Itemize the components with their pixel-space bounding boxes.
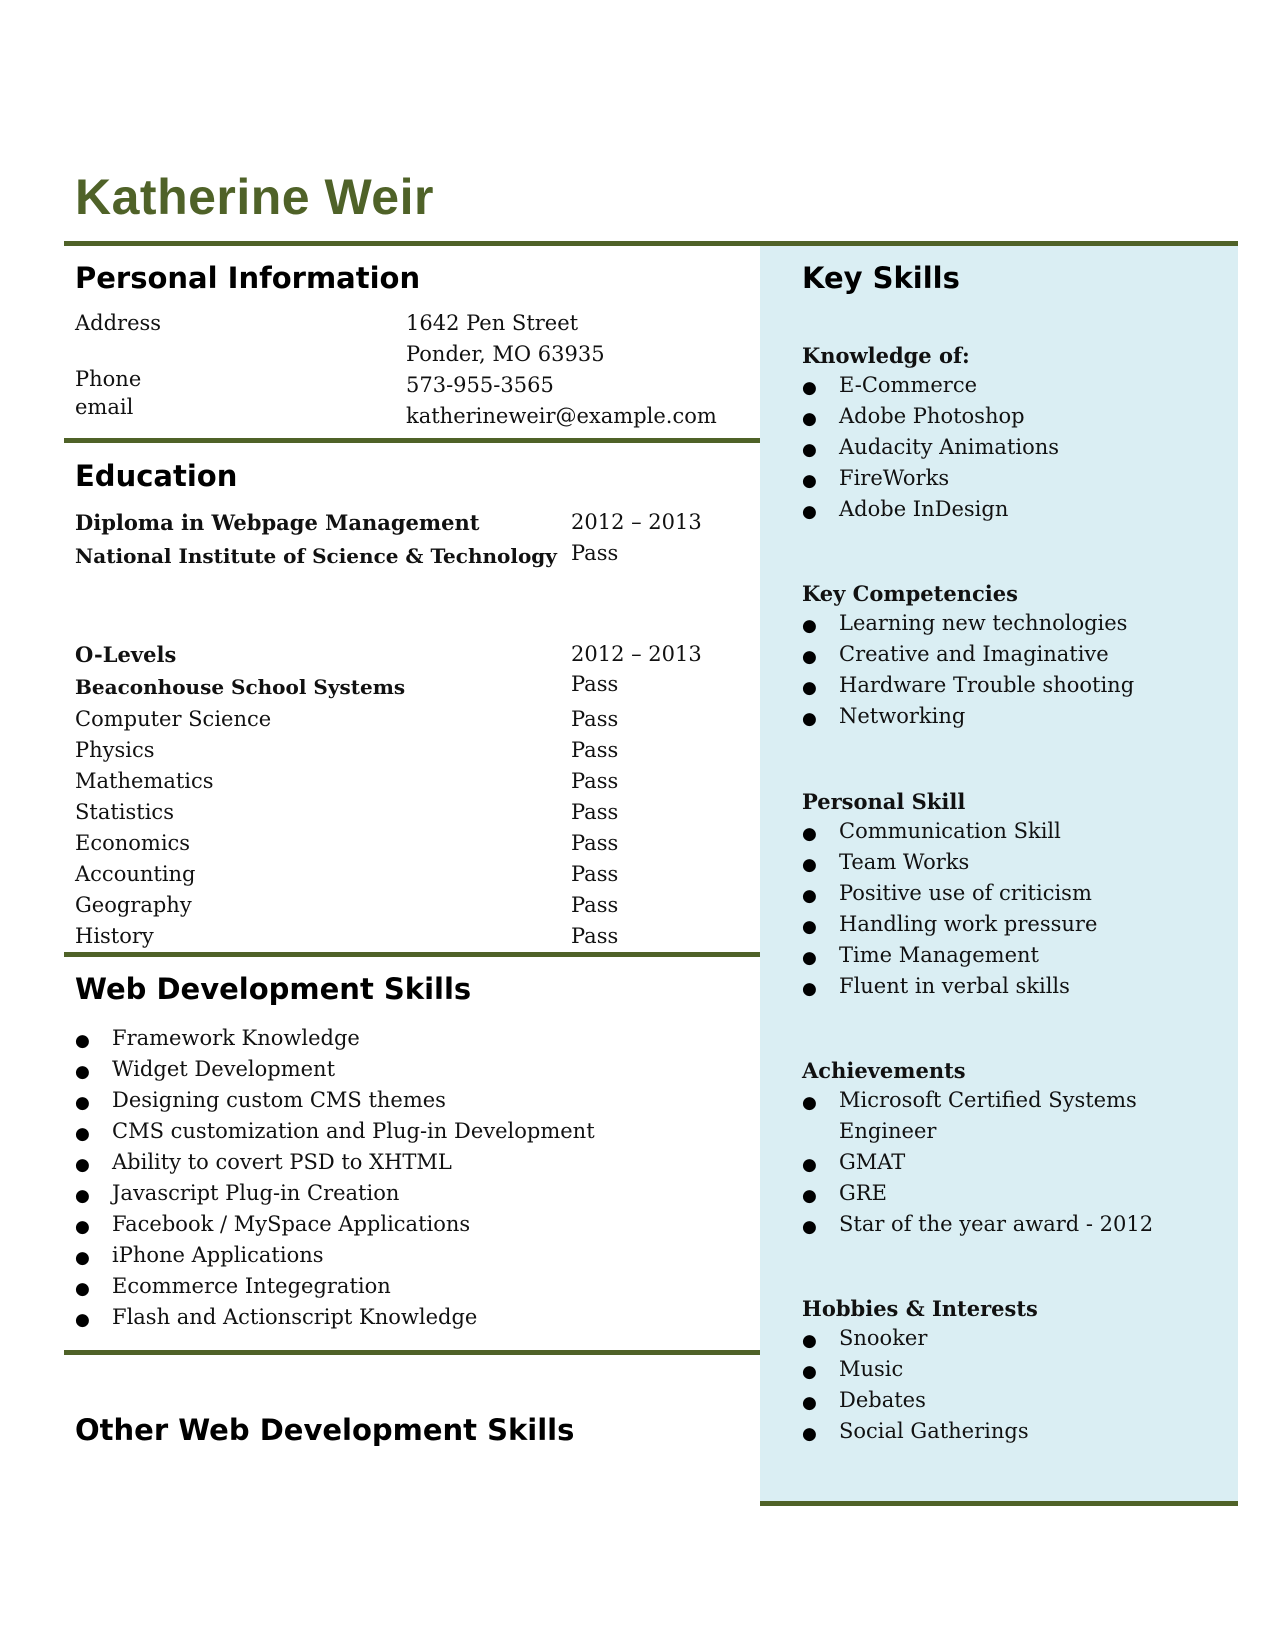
list-item: Framework Knowledge bbox=[112, 1026, 360, 1050]
education-heading: Education bbox=[75, 459, 238, 493]
email-value: katherineweir@example.com bbox=[406, 404, 717, 428]
subject-name: Mathematics bbox=[75, 769, 214, 793]
bullet-icon: ● bbox=[75, 1124, 90, 1144]
bullet-icon: ● bbox=[802, 1424, 817, 1444]
bullet-icon: ● bbox=[802, 1155, 817, 1175]
list-item: Audacity Animations bbox=[839, 435, 1060, 459]
bullet-icon: ● bbox=[802, 1093, 817, 1113]
list-item: Time Management bbox=[839, 943, 1039, 967]
diploma-title: Diploma in Webpage Management bbox=[75, 510, 480, 535]
bullet-icon: ● bbox=[802, 1362, 817, 1382]
list-item: Positive use of criticism bbox=[839, 881, 1092, 905]
bullet-icon: ● bbox=[802, 1331, 817, 1351]
olevels-school: Beaconhouse School Systems bbox=[75, 675, 406, 699]
subject-name: Economics bbox=[75, 831, 191, 855]
subject-result: Pass bbox=[571, 800, 619, 824]
key-skills-heading: Key Skills bbox=[802, 261, 960, 295]
list-item: iPhone Applications bbox=[112, 1243, 324, 1267]
list-item: Team Works bbox=[839, 850, 970, 874]
subject-result: Pass bbox=[571, 924, 619, 948]
list-item: Adobe InDesign bbox=[839, 497, 1009, 521]
list-item: Snooker bbox=[839, 1326, 928, 1350]
bullet-icon: ● bbox=[802, 440, 817, 460]
list-item: Communication Skill bbox=[839, 819, 1061, 843]
list-item: Hardware Trouble shooting bbox=[839, 673, 1135, 697]
other-web-dev-heading: Other Web Development Skills bbox=[75, 1413, 575, 1447]
bullet-icon: ● bbox=[75, 1217, 90, 1237]
list-item: CMS customization and Plug-in Development bbox=[112, 1119, 595, 1143]
bullet-icon: ● bbox=[802, 1393, 817, 1413]
bullet-icon: ● bbox=[75, 1031, 90, 1051]
list-item: Designing custom CMS themes bbox=[112, 1088, 446, 1112]
bullet-icon: ● bbox=[802, 917, 817, 937]
subject-result: Pass bbox=[571, 831, 619, 855]
list-item: GMAT bbox=[839, 1150, 906, 1174]
bullet-icon: ● bbox=[802, 979, 817, 999]
address-label: Address bbox=[75, 311, 162, 335]
bullet-icon: ● bbox=[802, 647, 817, 667]
candidate-name: Katherine Weir bbox=[75, 169, 434, 225]
address-line1: 1642 Pen Street bbox=[406, 311, 579, 335]
subject-result: Pass bbox=[571, 893, 619, 917]
bullet-icon: ● bbox=[802, 678, 817, 698]
olevels-years: 2012 – 2013 bbox=[571, 642, 702, 666]
subject-result: Pass bbox=[571, 769, 619, 793]
diploma-result: Pass bbox=[571, 541, 619, 565]
bullet-icon: ● bbox=[802, 709, 817, 729]
bullet-icon: ● bbox=[802, 1186, 817, 1206]
knowledge-title: Knowledge of: bbox=[802, 343, 970, 368]
subject-name: Physics bbox=[75, 738, 155, 762]
personal-divider bbox=[64, 438, 760, 443]
list-item-continuation: Engineer bbox=[839, 1119, 937, 1143]
email-label: email bbox=[75, 395, 134, 419]
subject-result: Pass bbox=[571, 862, 619, 886]
bullet-icon: ● bbox=[75, 1093, 90, 1113]
personal-info-heading: Personal Information bbox=[75, 261, 421, 295]
achievements-title: Achievements bbox=[802, 1058, 966, 1083]
subject-name: Statistics bbox=[75, 800, 174, 824]
sidebar-bottom-divider bbox=[760, 1501, 1238, 1506]
subject-name: Accounting bbox=[75, 862, 196, 886]
list-item: Javascript Plug-in Creation bbox=[112, 1181, 400, 1205]
bullet-icon: ● bbox=[75, 1248, 90, 1268]
list-item: E-Commerce bbox=[839, 373, 978, 397]
diploma-institute: National Institute of Science & Technology bbox=[75, 544, 557, 568]
bullet-icon: ● bbox=[802, 616, 817, 636]
list-item: Learning new technologies bbox=[839, 611, 1128, 635]
bullet-icon: ● bbox=[802, 855, 817, 875]
diploma-years: 2012 – 2013 bbox=[571, 510, 702, 534]
bullet-icon: ● bbox=[75, 1155, 90, 1175]
subject-name: History bbox=[75, 924, 154, 948]
list-item: FireWorks bbox=[839, 466, 950, 490]
phone-value: 573-955-3565 bbox=[406, 373, 554, 397]
list-item: Widget Development bbox=[112, 1057, 336, 1081]
list-item: GRE bbox=[839, 1181, 887, 1205]
list-item: Creative and Imaginative bbox=[839, 642, 1109, 666]
list-item: Debates bbox=[839, 1388, 926, 1412]
bullet-icon: ● bbox=[802, 471, 817, 491]
list-item: Networking bbox=[839, 704, 966, 728]
subject-name: Computer Science bbox=[75, 707, 272, 731]
bullet-icon: ● bbox=[75, 1186, 90, 1206]
olevels-result: Pass bbox=[571, 672, 619, 696]
bullet-icon: ● bbox=[802, 409, 817, 429]
list-item: Microsoft Certified Systems bbox=[839, 1088, 1137, 1112]
list-item: Fluent in verbal skills bbox=[839, 974, 1070, 998]
list-item: Star of the year award - 2012 bbox=[839, 1212, 1154, 1236]
list-item: Ecommerce Integegration bbox=[112, 1274, 391, 1298]
bullet-icon: ● bbox=[802, 1217, 817, 1237]
hobbies-title: Hobbies & Interests bbox=[802, 1296, 1038, 1321]
list-item: Music bbox=[839, 1357, 904, 1381]
phone-label: Phone bbox=[75, 367, 142, 391]
subject-result: Pass bbox=[571, 738, 619, 762]
bullet-icon: ● bbox=[802, 824, 817, 844]
web-dev-heading: Web Development Skills bbox=[75, 972, 472, 1006]
competencies-title: Key Competencies bbox=[802, 581, 1018, 606]
address-line2: Ponder, MO 63935 bbox=[406, 342, 605, 366]
list-item: Handling work pressure bbox=[839, 912, 1098, 936]
list-item: Facebook / MySpace Applications bbox=[112, 1212, 471, 1236]
list-item: Flash and Actionscript Knowledge bbox=[112, 1305, 478, 1329]
webdev-divider bbox=[64, 1350, 760, 1355]
bullet-icon: ● bbox=[802, 886, 817, 906]
education-divider bbox=[64, 952, 760, 957]
bullet-icon: ● bbox=[75, 1310, 90, 1330]
subject-name: Geography bbox=[75, 893, 192, 917]
list-item: Ability to covert PSD to XHTML bbox=[112, 1150, 452, 1174]
list-item: Adobe Photoshop bbox=[839, 404, 1025, 428]
subject-result: Pass bbox=[571, 707, 619, 731]
list-item: Social Gatherings bbox=[839, 1419, 1029, 1443]
header-divider bbox=[64, 241, 1238, 246]
bullet-icon: ● bbox=[802, 502, 817, 522]
bullet-icon: ● bbox=[75, 1279, 90, 1299]
bullet-icon: ● bbox=[802, 948, 817, 968]
olevels-title: O-Levels bbox=[75, 642, 177, 667]
personal-skill-title: Personal Skill bbox=[802, 789, 966, 814]
bullet-icon: ● bbox=[75, 1062, 90, 1082]
bullet-icon: ● bbox=[802, 378, 817, 398]
